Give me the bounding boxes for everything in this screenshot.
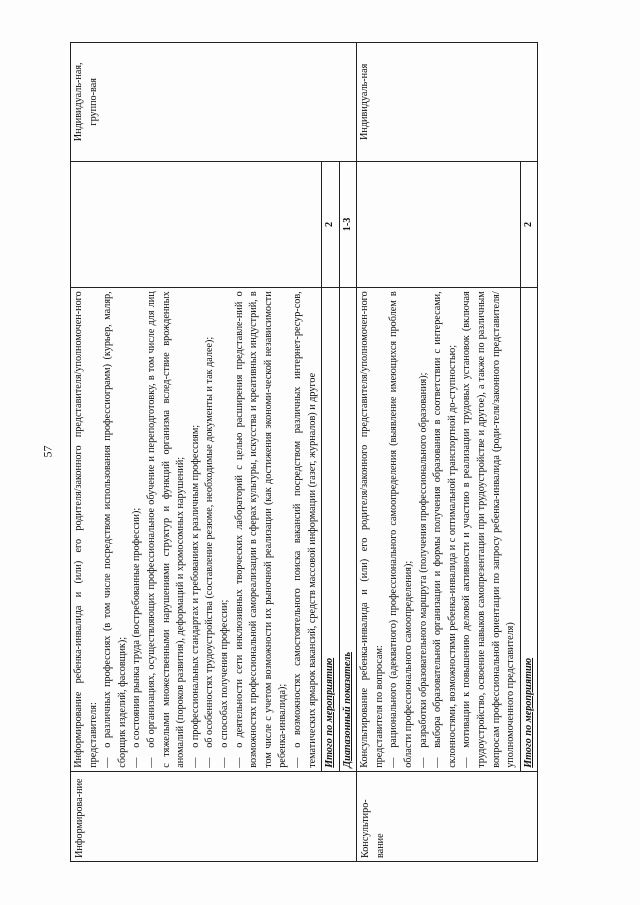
list-item: об особенностях трудоустройства (составление резюме, необходимые документы и так далее); xyxy=(204,336,216,748)
consulting-total-label: Итого по мероприятию xyxy=(522,657,534,768)
list-item: выбора образовательной организации и формы получения образования в соответствии с интересами, склонностями, возможностями ребенка-инвалида и с оптимальной транспортной до-ступностью; xyxy=(432,291,458,768)
consulting-total-value: 2 xyxy=(520,161,538,288)
table-row xyxy=(339,43,357,862)
table-row xyxy=(357,43,521,862)
list-item: о различных профессиях (в том числе посредством использования профессиограмм) (курьер, маляр, сборщик изделий, фасовщик); xyxy=(102,291,128,768)
informing-total-value: 2 xyxy=(322,161,340,288)
form-consulting: Индивидуаль-ная xyxy=(357,43,538,162)
informing-range-value: 1-3 xyxy=(339,161,357,288)
informing-intro: Информирование ребенка-инвалида и (или) его родителя/законного представителя/уполномочен-ного представителя: xyxy=(73,291,99,768)
activities-table xyxy=(70,42,538,862)
category-consulting: Консультиро-вание xyxy=(357,771,538,861)
table-row xyxy=(520,43,538,862)
consulting-content: Консультирование ребенка-инвалида и (или) его родителя/законного представителя/уполномочен-ного представителя по вопросам: —рационального (адекватного) профессионального самоопределения (выявление имеющихся проблем в области профессионального самоопределения); —разработки образовательного маршрута (получения профессионального образования); —выбора образовательной организации и формы получения образования в соответствии с интересами, склонностями, возможностями ребенка-инвалида и с оптимальной транспортной до-ступностью; —мотивации к повышению деловой активности и участию в реализации трудовых установок (включая трудоустройство, освоение навыков самопрезентации при трудоустройстве и другое), а также по различным вопросам профессиональной ориентации по запросу ребенка-инвалида (роди-теля/законного представителя/уполномоченного представителя) xyxy=(357,288,521,771)
list-item: о профессиональных стандартах и требованиях к различным профессиям; xyxy=(189,424,201,748)
informing-range-label: Диапазонный показатель xyxy=(341,652,353,768)
list-item: рационального (адекватного) профессионального самоопределения (выявление имеющихся проблем в области профессионального самоопределения); xyxy=(388,291,415,768)
list-item: о деятельности сети инклюзивных творческих лабораторий с целью расширения представле-ний о возможностях профессиональной самореализации в сферах культуры, искусства и креативных индустрий, в том числе с учетом возможности их рыночной реализации (как достижения экономи-ческой независимости ребенка-инвалида); xyxy=(233,291,289,768)
rotated-table-area xyxy=(70,42,558,862)
consulting-intro: Консультирование ребенка-инвалида и (или) его родителя/законного представителя/уполномочен-ного представителя по вопросам: xyxy=(359,291,385,768)
list-item: о состоянии рынка труда (востребованные профессии); xyxy=(131,507,143,748)
list-item: разработки образовательного маршрута (получения профессионального образования); xyxy=(417,372,429,748)
list-item: об организациях, осуществляющих профессиональное обучение и переподготовку, в том числе для лиц с тяжелыми множественными нарушениями структур и функций организма вслед-ствие врожденных аномалий (пороков развития), деформаций и хромосомных нарушений; xyxy=(145,291,187,768)
table-row xyxy=(71,43,322,862)
list-item: мотивации к повышению деловой активности и участию в реализации трудовых установок (включая трудоустройство, освоение навыков самопрезентации при трудоустройстве и другое), а также по различным вопросам профессиональной ориентации по запросу ребенка-инвалида (роди-теля/законного представителя/уполномоченного представителя) xyxy=(461,291,517,768)
page-number: 57 xyxy=(40,445,55,458)
informing-total-label: Итого по мероприятию xyxy=(324,657,336,768)
table-row xyxy=(322,43,340,862)
list-item: о возможностях самостоятельного поиска вакансий посредством различных интернет-ресур-сов, тематических ярмарок вакансий, средств массовой информации (газет, журналов) и другое xyxy=(291,291,318,768)
informing-content: Информирование ребенка-инвалида и (или) его родителя/законного представителя/уполномочен-ного представителя: —о различных профессиях (в том числе посредством использования профессиограмм) (курьер, маляр, сборщик изделий, фасовщик); —о состоянии рынка труда (востребованные профессии); —об организациях, осуществляющих профессиональное обучение и переподготовку, в том числе для лиц с тяжелыми множественными нарушениями структур и функций организма вслед-ствие врожденных аномалий (пороков развития), деформаций и хромосомных нарушений; —о профессиональных стандартах и требованиях к различным профессиям; —об особенностях трудоустройства (составление резюме, необходимые документы и так далее); —о способах получения профессии; —о деятельности сети инклюзивных творческих лабораторий с целью расширения представле-ний о возможностях профессиональной самореализации в сферах культуры, искусства и креативных индустрий, в том числе с учетом возможности их рыночной реализации (как достижения экономи-ческой независимости ребенка-инвалида); —о возможностях самостоятельного поиска вакансий посредством различных интернет-ресур-сов, тематических ярмарок вакансий, средств массовой информации (газет, журналов) и другое xyxy=(71,288,322,771)
category-informing: Информирова-ние xyxy=(71,771,357,861)
form-informing: Индивидуаль-ная, группо-вая xyxy=(71,43,357,162)
list-item: о способах получения профессии; xyxy=(218,599,230,748)
